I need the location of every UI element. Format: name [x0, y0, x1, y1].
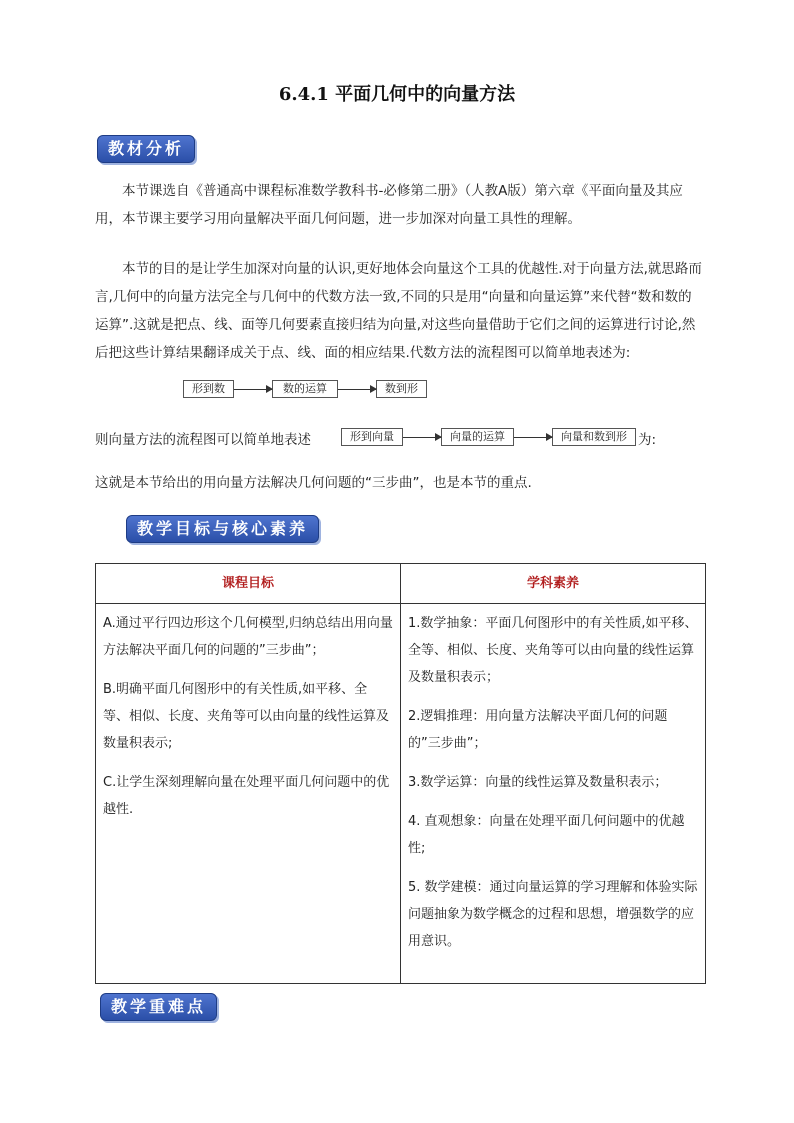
course-goals-cell	[96, 604, 401, 984]
page-title: 6.4.1 平面几何中的向量方法	[278, 84, 516, 105]
flowchart-vector	[341, 428, 636, 446]
list-item: A.通过平行四边形这个几何模型,归纳总结出用向量方法解决平面几何的问题的”三步曲”；	[103, 616, 393, 658]
list-item: 5. 数学建模：通过向量运算的学习理解和体验实际问题抽象为数学概念的过程和思想，增强数学的应用意识。	[408, 880, 698, 949]
section-badge-difficulties: 教学重难点	[100, 993, 217, 1021]
list-item: 3.数学运算：向量的线性运算及数量积表示；	[408, 775, 668, 790]
arrow-icon	[514, 437, 552, 438]
paragraph-purpose: 本节的目的是让学生加深对向量的认识,更好地体会向量这个工具的优越性.对于向量方法,就思路而言,几何中的向量方法完全与几何中的代数方法一致,不同的只是用“向量和向量运算”来代替“数和数的运算”.这就是把点、线、面等几何要素直接归结为向量,对这些向量借助于它们之间的运算进行讨论,然后把这些计算结果翻译成关于点、线、面的相应结果.代数方法的流程图可以简单地表述为:	[95, 261, 702, 361]
flow-box: 形到向量	[341, 428, 403, 446]
table-row	[96, 604, 706, 984]
section-badge-analysis: 教材分析	[97, 135, 195, 163]
arrow-icon	[338, 389, 376, 390]
paragraph-intro: 本节课选自《普通高中课程标准数学教科书-必修第二册》（人教A版）第六章《平面向量及其应用，本节课主要学习用向量解决平面几何问题，进一步加深对向量工具性的理解。	[95, 183, 683, 227]
list-item: 4. 直观想象：向量在处理平面几何问题中的优越性;	[408, 814, 685, 856]
goals-table	[95, 563, 706, 984]
section-badge-goals: 教学目标与核心素养	[126, 515, 319, 543]
flowchart-algebra	[183, 380, 427, 398]
core-literacy-cell	[401, 604, 706, 984]
flow-box: 向量和数到形	[552, 428, 636, 446]
list-item: C.让学生深刻理解向量在处理平面几何问题中的优越性.	[103, 775, 390, 817]
header-core-literacy: 学科素养	[401, 564, 706, 604]
paragraph-key-point: 这就是本节给出的用向量方法解决几何问题的“三步曲”，也是本节的重点.	[95, 475, 532, 491]
paragraph-vector-flow-prefix: 则向量方法的流程图可以简单地表述	[95, 432, 311, 448]
flow-box: 向量的运算	[441, 428, 514, 446]
flow-box: 数的运算	[272, 380, 338, 398]
arrow-icon	[403, 437, 441, 438]
table-header-row	[96, 564, 706, 604]
list-item: 1.数学抽象：平面几何图形中的有关性质,如平移、全等、相似、长度、夹角等可以由向量的线性运算及数量积表示；	[408, 616, 698, 685]
paragraph-vector-flow-suffix: 为:	[638, 432, 657, 448]
arrow-icon	[234, 389, 272, 390]
flow-box: 形到数	[183, 380, 234, 398]
flow-box: 数到形	[376, 380, 427, 398]
list-item: 2.逻辑推理：用向量方法解决平面几何的问题的”三步曲”；	[408, 709, 668, 751]
header-course-goals: 课程目标	[96, 564, 401, 604]
list-item: B.明确平面几何图形中的有关性质,如平移、全等、相似、长度、夹角等可以由向量的线性运算及数量积表示;	[103, 682, 390, 751]
